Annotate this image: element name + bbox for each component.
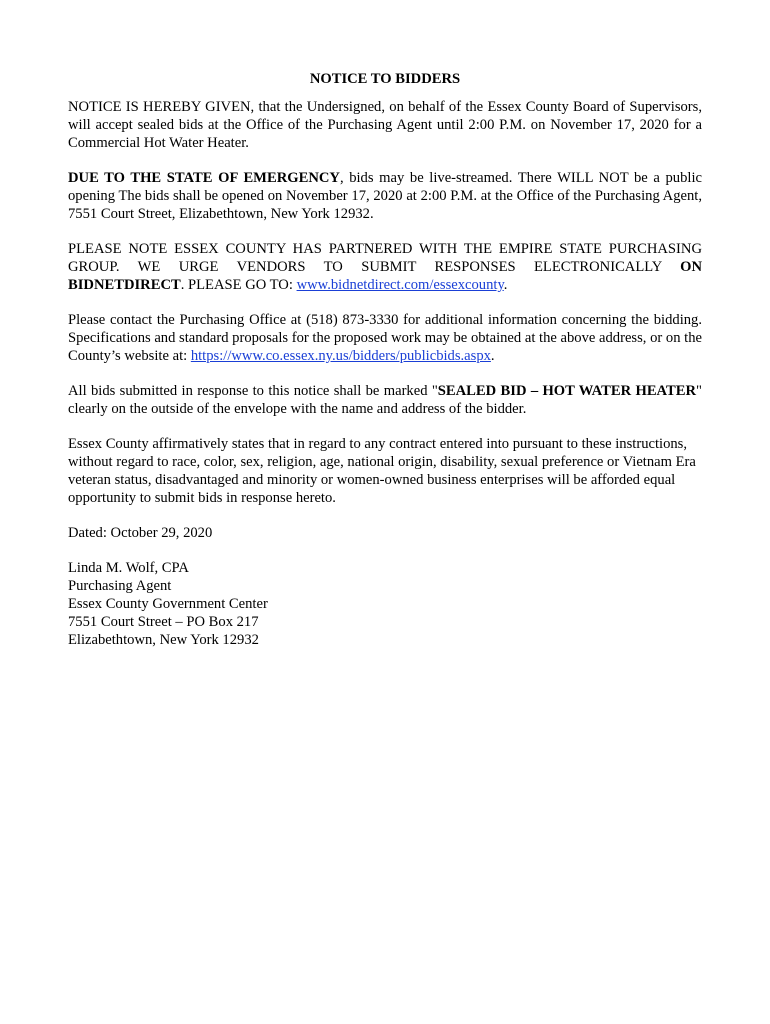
sealed-bid-label: SEALED BID – HOT WATER HEATER: [437, 383, 697, 399]
signer-office: Essex County Government Center: [68, 596, 268, 612]
county-bids-link[interactable]: https://www.co.essex.ny.us/bidders/publicbids.aspx: [190, 348, 491, 364]
paragraph-sealed-bid: [68, 382, 702, 418]
partnership-period: .: [503, 277, 508, 293]
signature-block: [68, 559, 702, 649]
signer-street: 7551 Court Street – PO Box 217: [68, 614, 259, 630]
paragraph-equal-opportunity: Essex County affirmatively states that in regard to any contract entered into pursuant to these instructions, without regard to race, color, sex, religion, age, national origin, disability, sexual preference or Vietnam Era veteran status, disadvantaged and minority or women-owned business enterprises will be afforded equal opportunity to submit bids in response hereto.: [68, 436, 696, 506]
bidnetdirect-link[interactable]: www.bidnetdirect.com/essexcounty: [296, 277, 504, 293]
emergency-text: , bids may be live-streamed. There WILL NOT be a public opening The bids shall be opened on November 17, 2020 at 2:00 P.M. at the Office of the Purchasing Agent, 7551 Court Street, Elizabethtown, New York 12932.: [68, 170, 702, 222]
contact-period: .: [490, 348, 495, 364]
notice-body: [68, 70, 702, 649]
signer-name: Linda M. Wolf, CPA: [68, 560, 189, 576]
sealed-bid-text-start: All bids submitted in response to this notice shall be marked ": [68, 383, 438, 399]
partnership-text: PLEASE NOTE ESSEX COUNTY HAS PARTNERED WITH THE EMPIRE STATE PURCHASING GROUP. WE URGE VENDORS TO SUBMIT RESPONSES ELECTRONICALLY: [68, 241, 702, 275]
signer-position: Purchasing Agent: [68, 578, 172, 594]
paragraph-contact: [68, 311, 702, 365]
notice-title: NOTICE TO BIDDERS: [309, 71, 461, 87]
sealed-bid-text-end: " clearly on the outside of the envelope with the name and address of the bidder.: [68, 383, 702, 417]
signer-city: Elizabethtown, New York 12932: [68, 632, 259, 648]
dated-line: Dated: October 29, 2020: [68, 525, 213, 541]
paragraph-bidnet-partnership: [68, 240, 702, 294]
paragraph-notice-given: NOTICE IS HEREBY GIVEN, that the Undersigned, on behalf of the Essex County Board of Supervisors, will accept sealed bids at the Office of the Purchasing Agent until 2:00 P.M. on November 17, 2020 for a Commercial Hot Water Heater.: [68, 99, 702, 151]
paragraph-state-of-emergency: [68, 169, 702, 223]
emergency-heading: DUE TO THE STATE OF EMERGENCY: [68, 170, 340, 186]
contact-text: Please contact the Purchasing Office at (518) 873-3330 for additional information concerning the bidding. Specifications and standard proposals for the proposed work may be obtained at the above address, or on the County’s website at:: [68, 312, 702, 364]
please-go-to-text: . PLEASE GO TO:: [180, 277, 297, 293]
bidnetdirect-bold: ON BIDNETDIRECT: [68, 259, 702, 293]
